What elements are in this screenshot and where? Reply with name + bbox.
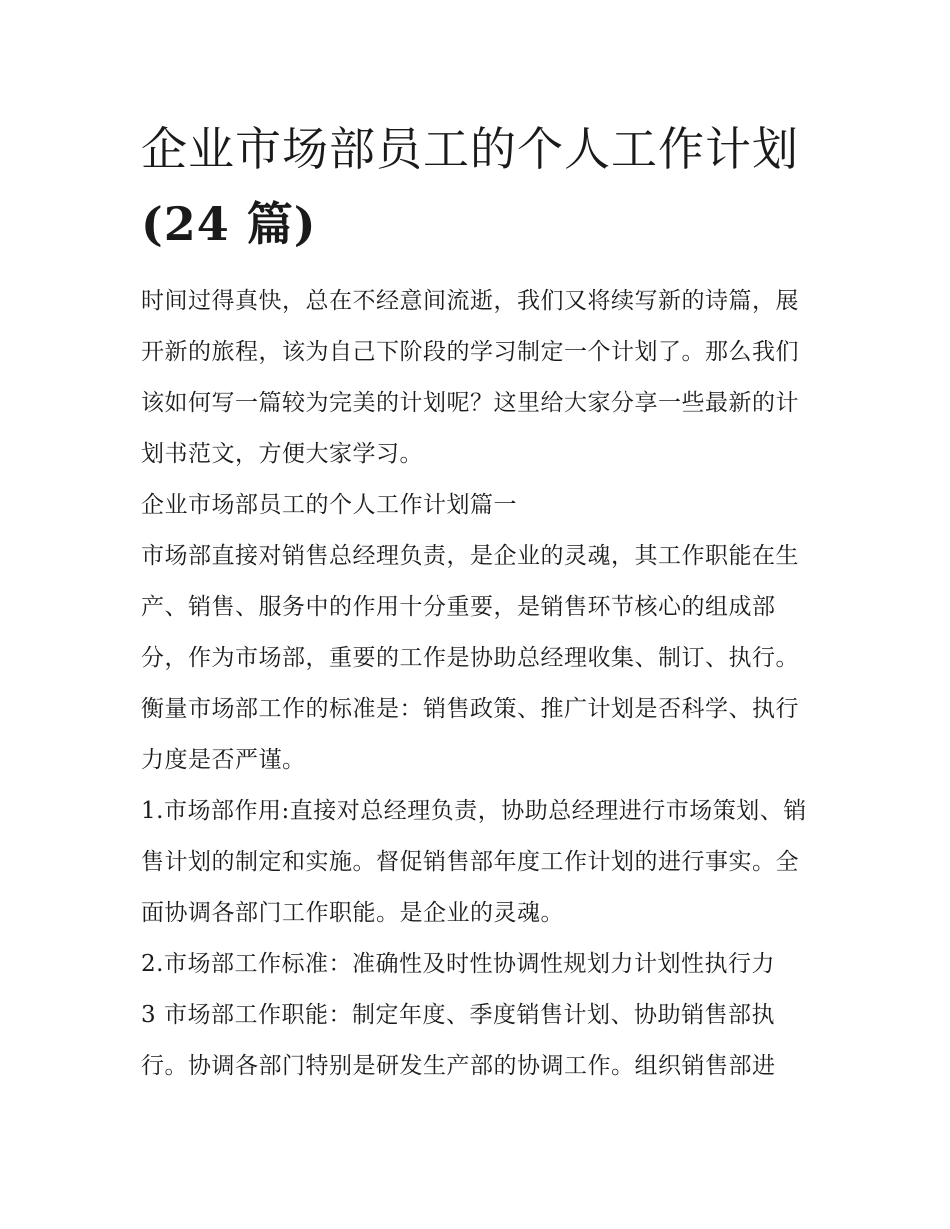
document-body — [141, 276, 816, 1092]
list-item-1: 1.市场部作用:直接对总经理负责，协助总经理进行市场策划、销售计划的制定和实施。督促销售部年度工作计划的进行事实。全面协调各部门工作职能。是企业的灵魂。 — [141, 798, 807, 926]
title-text: 企业市场部员工的个人工作计划 — [141, 122, 799, 176]
title-count: (24 篇) — [141, 197, 317, 251]
body-paragraph: 市场部直接对销售总经理负责，是企业的灵魂，其工作职能在生产、销售、服务中的作用十分重要，是销售环节核心的组成部分，作为市场部，重要的工作是协助总经理收集、制订、执行。衡量市场部工作的标准是：销售政策、推广计划是否科学、执行力度是否严谨。 — [141, 543, 799, 773]
document-content — [141, 112, 816, 1092]
list-item-3: 3 市场部工作职能：制定年度、季度销售计划、协助销售部执行。协调各部门特别是研发生产部的协调工作。组织销售部进 — [141, 1002, 776, 1079]
section-heading: 企业市场部员工的个人工作计划篇一 — [141, 492, 517, 518]
document-title — [141, 112, 816, 262]
intro-paragraph: 时间过得真快，总在不经意间流逝，我们又将续写新的诗篇，展开新的旅程，该为自己下阶段的学习制定一个计划了。那么我们该如何写一篇较为完美的计划呢？这里给大家分享一些最新的计划书范文，方便大家学习。 — [141, 288, 799, 467]
list-item-2: 2.市场部工作标准：准确性及时性协调性规划力计划性执行力 — [141, 951, 775, 977]
